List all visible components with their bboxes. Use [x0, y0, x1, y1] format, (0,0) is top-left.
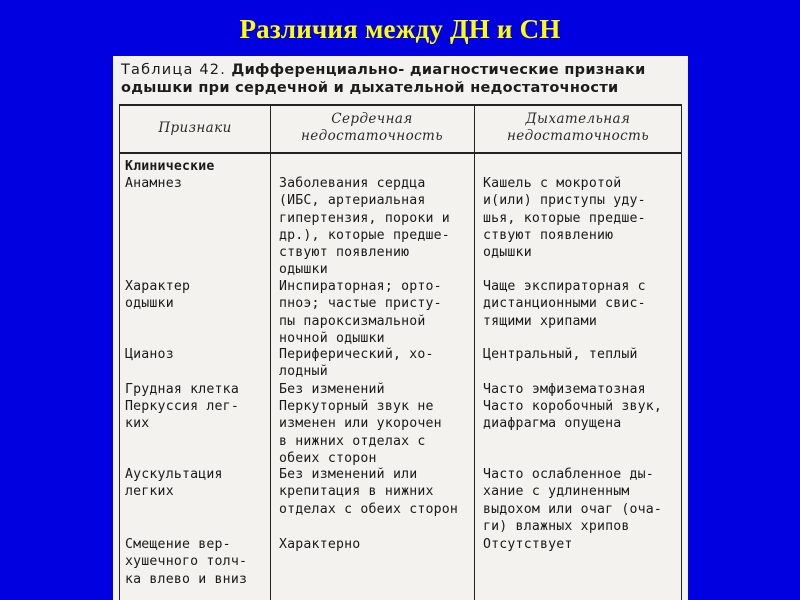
- caption-line-2: одышки при сердечной и дыхательной недостаточности: [121, 80, 619, 96]
- row-chest-respiratory: Часто эмфизематозная: [483, 382, 646, 397]
- row-auscultation-cardiac: Без изменений или крепитация в нижних отделах с обеих сторон: [279, 467, 459, 517]
- table-left-border: [119, 104, 120, 600]
- row-anamnesis-sign: Анамнез: [125, 176, 182, 191]
- row-apex-sign: Смещение вер- хушечного толч- ка влево и вниз: [125, 537, 248, 587]
- row-percussion-respiratory: Часто коробочный звук, диафрагма опущена: [483, 399, 663, 432]
- header-respiratory-line-1: Дыхательная: [525, 111, 631, 127]
- caption-line-1: [121, 61, 686, 79]
- header-respiratory: [476, 111, 680, 145]
- header-cardiac-line-1: Сердечная: [331, 111, 413, 127]
- row-auscultation-sign: Аускультация легких: [125, 467, 223, 500]
- row-percussion-cardiac: Перкуторный звук не изменен или укорочен в нижних отделах с обеих сторон: [279, 399, 442, 466]
- header-signs: [121, 120, 269, 137]
- row-dyspnea-respiratory: Чаще экспираторная с дистанционными свис- тящими хрипами: [483, 279, 646, 329]
- row-anamnesis-cardiac: Заболевания сердца (ИБС, артериальная гипертензия, пороки и др.), которые предше- ствуют появлению одышки: [279, 176, 450, 278]
- row-cyanosis-respiratory: Центральный, теплый: [483, 347, 638, 362]
- row-dyspnea-sign: Характер одышки: [125, 279, 191, 312]
- header-cardiac-line-2: недостаточность: [300, 128, 444, 144]
- row-cyanosis-sign: Цианоз: [125, 347, 174, 362]
- table-scan: [113, 56, 688, 600]
- row-apex-respiratory: Отсутствует: [483, 537, 573, 552]
- row-apex-cardiac: Характерно: [279, 537, 361, 552]
- caption-title: Дифференциально- диагностические признаки: [231, 62, 646, 78]
- table-caption: [121, 61, 686, 97]
- row-anamnesis-respiratory: Кашель с мокротой и(или) приступы уду- шья, которые предше- ствуют появлению одышки: [483, 176, 646, 261]
- column-divider-2: [474, 104, 475, 600]
- row-auscultation-respiratory: Часто ослабленное ды- хание с удлиненным выдохом или очаг (оча- ги) влажных хрипов: [483, 467, 663, 534]
- header-respiratory-line-2: недостаточность: [506, 128, 650, 144]
- table-top-rule: [119, 104, 682, 106]
- header-bottom-rule: [119, 152, 682, 154]
- header-signs-label: Признаки: [158, 120, 232, 136]
- caption-label: Таблица 42.: [121, 62, 227, 78]
- row-chest-cardiac: Без изменений: [279, 382, 385, 397]
- section-heading-clinical: Клинические: [125, 159, 215, 174]
- row-percussion-sign: Перкуссия лег- ких: [125, 399, 239, 432]
- row-chest-sign: Грудная клетка: [125, 382, 239, 397]
- slide-title: Различия между ДН и СН: [239, 14, 561, 44]
- row-cyanosis-cardiac: Периферический, хо- лодный: [279, 347, 434, 380]
- header-cardiac: [272, 111, 472, 145]
- column-divider-1: [270, 104, 271, 600]
- table-right-border: [681, 104, 682, 600]
- row-dyspnea-cardiac: Инспираторная; орто- пноэ; частые присту- пы пароксизмальной ночной одышки: [279, 279, 442, 346]
